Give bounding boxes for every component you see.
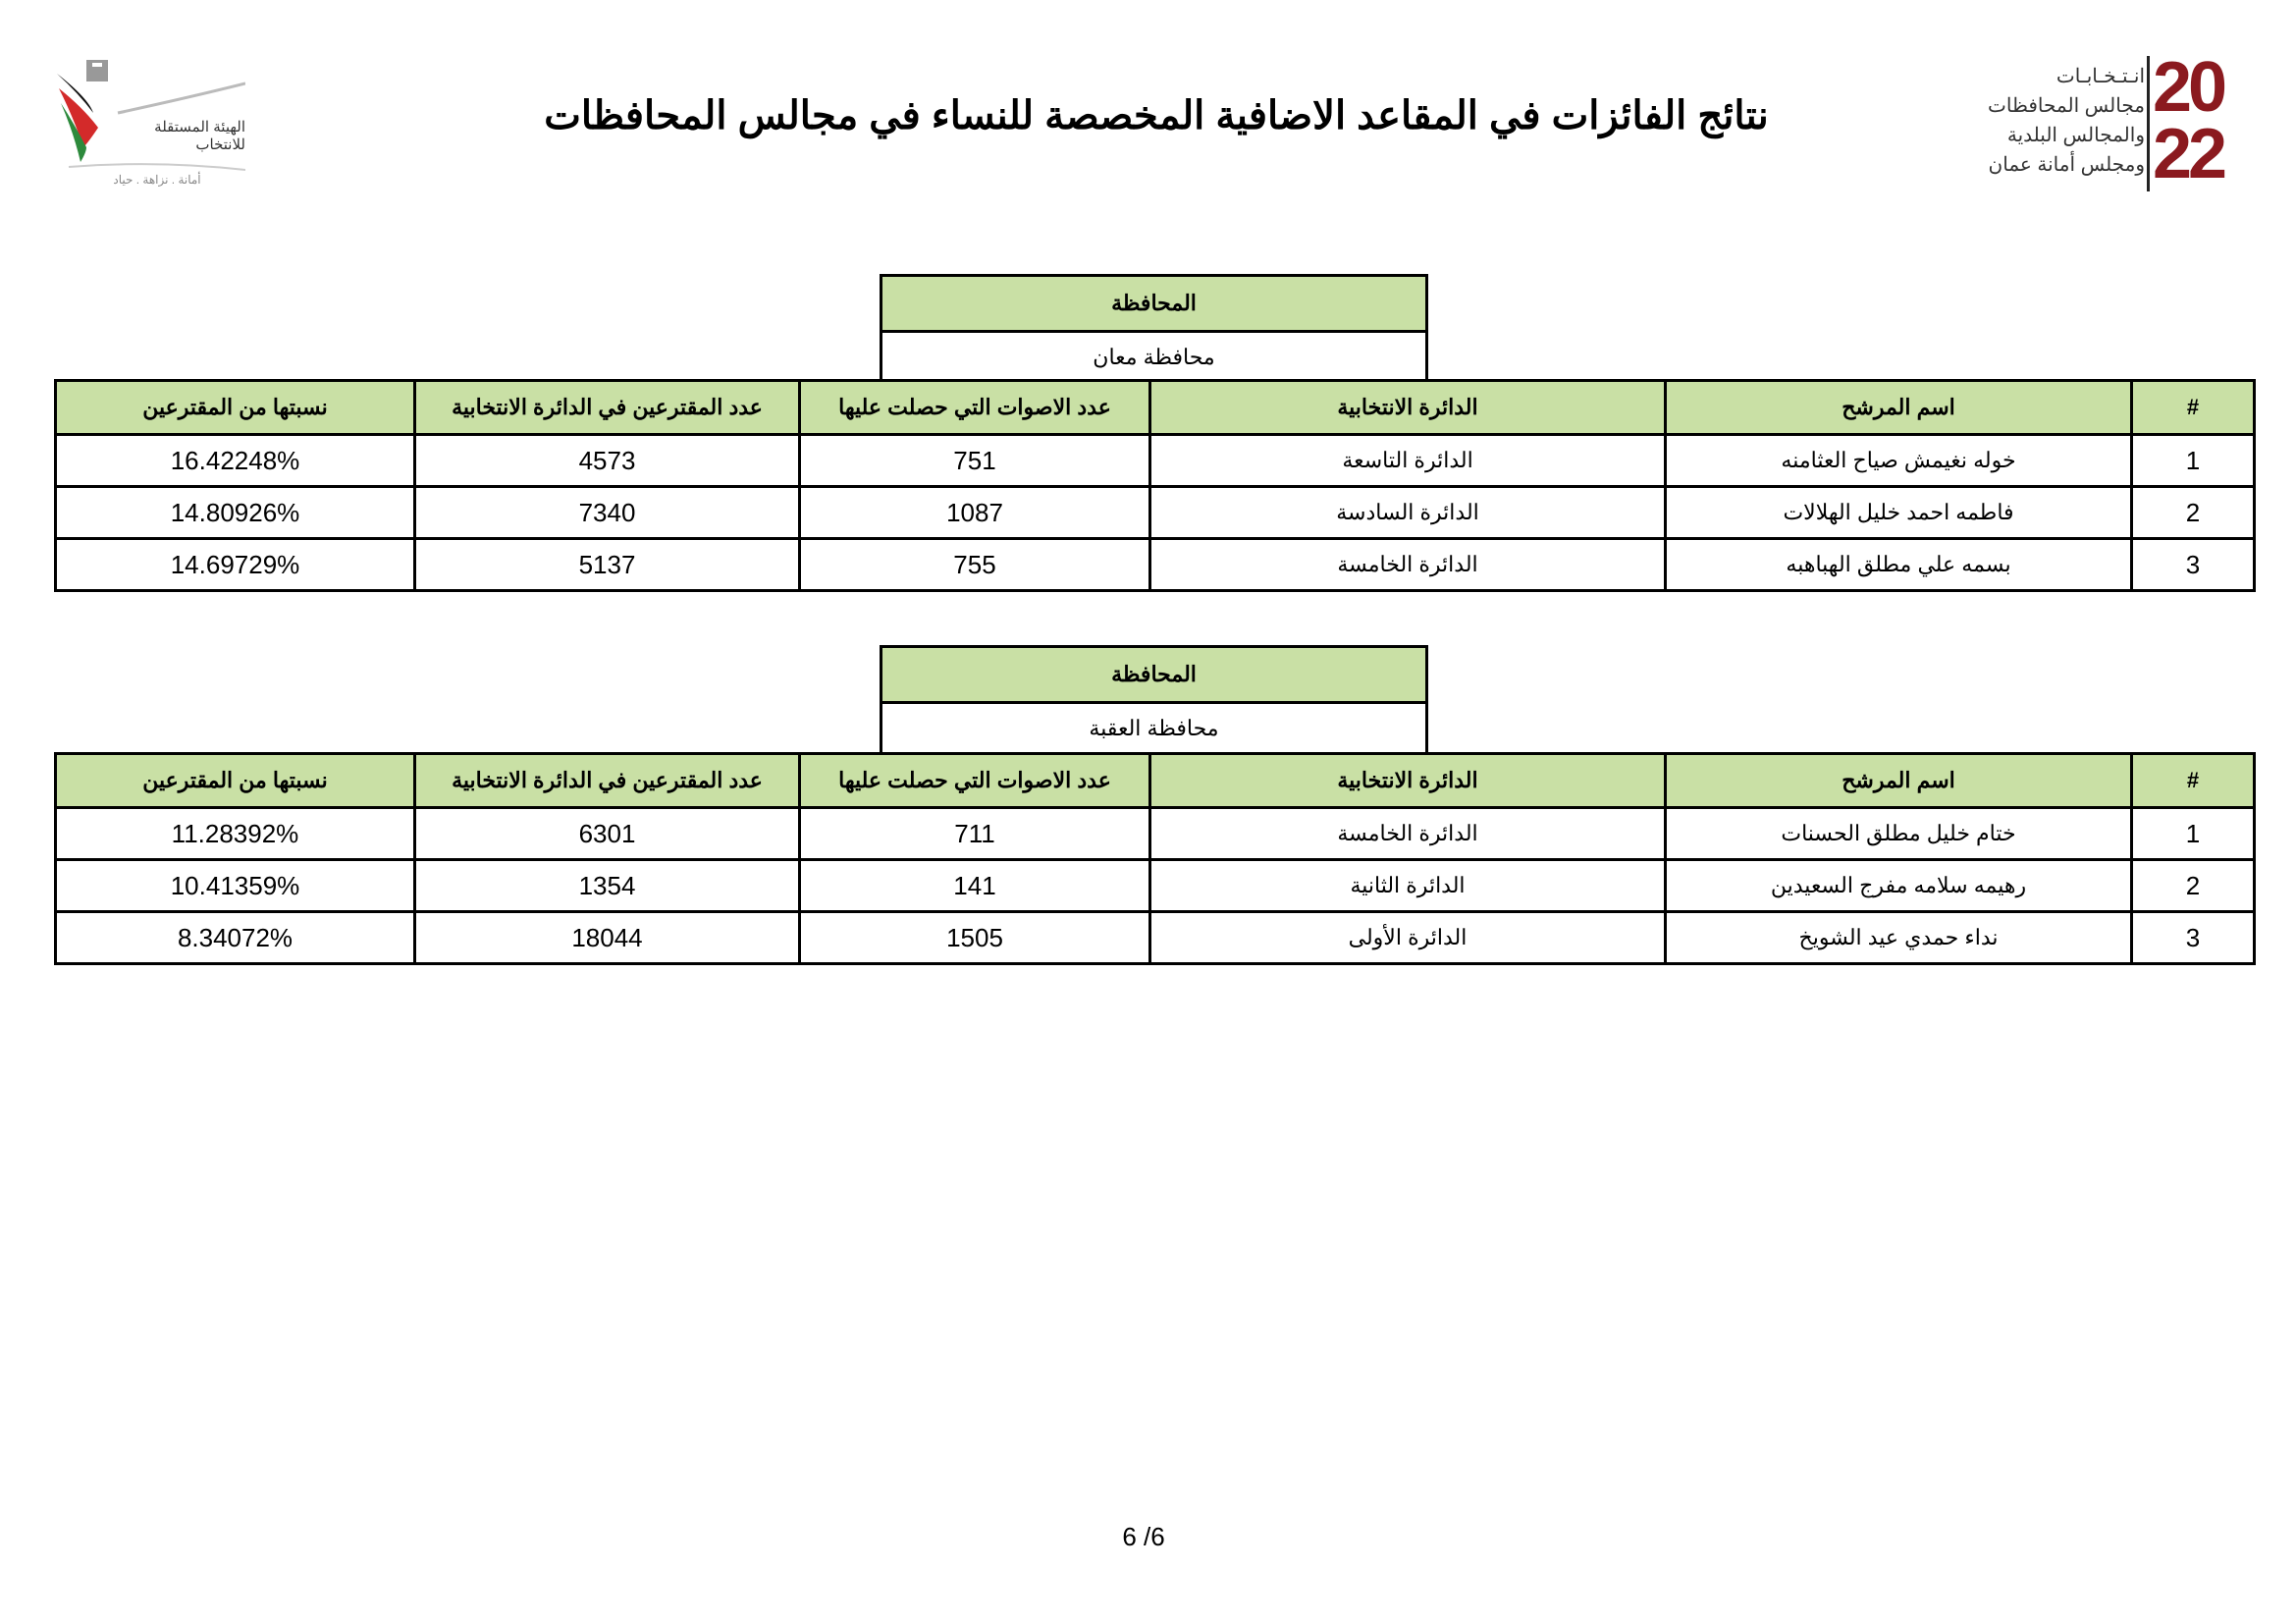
table-header-row (56, 381, 2255, 435)
cell-index: 3 (2132, 912, 2255, 964)
col-name: اسم المرشح (1666, 754, 2132, 808)
cell-name: خوله نغيمش صياح العثامنه (1666, 435, 2132, 487)
province-value: محافظة العقبة (1089, 716, 1219, 740)
results-table (54, 752, 2256, 965)
cell-votes: 751 (800, 435, 1150, 487)
cell-voters: 6301 (415, 808, 800, 860)
page-number: 6 /6 (1122, 1522, 1165, 1551)
results-table (54, 379, 2256, 592)
table-header-row (56, 754, 2255, 808)
col-votes: عدد الاصوات التي حصلت عليها (800, 754, 1150, 808)
col-votes: عدد الاصوات التي حصلت عليها (800, 381, 1150, 435)
cell-percent: 10.41359% (56, 860, 415, 912)
cell-votes: 1505 (800, 912, 1150, 964)
col-voters: عدد المقترعين في الدائرة الانتخابية (415, 754, 800, 808)
cell-votes: 711 (800, 808, 1150, 860)
logo-text-2: مجالس المحافظات (1988, 95, 2145, 117)
logo-text-1: انـتـخـابـات (2056, 66, 2145, 87)
col-name: اسم المرشح (1666, 381, 2132, 435)
cell-votes: 141 (800, 860, 1150, 912)
table-row (56, 539, 2255, 591)
logo-year (2153, 48, 2261, 193)
cell-district: الدائرة الخامسة (1150, 539, 1666, 591)
logo-year-text: 2022 (2153, 48, 2224, 193)
elections-2022-logo (1968, 48, 2263, 196)
cell-index: 2 (2132, 860, 2255, 912)
col-district: الدائرة الانتخابية (1150, 381, 1666, 435)
iec-logo-tagline: أمانة . نزاهة . حياد (113, 173, 201, 187)
logo-text-3: والمجالس البلدية (2006, 125, 2145, 146)
cell-percent: 14.80926% (56, 487, 415, 539)
cell-votes: 755 (800, 539, 1150, 591)
col-index: # (2132, 754, 2255, 808)
province-header: المحافظة (882, 648, 1425, 704)
cell-votes: 1087 (800, 487, 1150, 539)
cell-index: 2 (2132, 487, 2255, 539)
cell-index: 3 (2132, 539, 2255, 591)
cell-percent: 14.69729% (56, 539, 415, 591)
cell-voters: 5137 (415, 539, 800, 591)
cell-voters: 18044 (415, 912, 800, 964)
col-voters: عدد المقترعين في الدائرة الانتخابية (415, 381, 800, 435)
cell-district: الدائرة السادسة (1150, 487, 1666, 539)
province-box (880, 274, 1428, 385)
table-row (56, 860, 2255, 912)
col-index: # (2132, 381, 2255, 435)
cell-voters: 4573 (415, 435, 800, 487)
col-district: الدائرة الانتخابية (1150, 754, 1666, 808)
cell-name: فاطمه احمد خليل الهلالات (1666, 487, 2132, 539)
cell-percent: 8.34072% (56, 912, 415, 964)
cell-name: رهيمه سلامه مفرج السعيدين (1666, 860, 2132, 912)
cell-district: الدائرة الأولى (1150, 912, 1666, 964)
table-row (56, 912, 2255, 964)
page-title: نتائج الفائزات في المقاعد الاضافية المخصصة للنساء في مجالس المحافظات (544, 94, 1769, 137)
province-box (880, 645, 1428, 756)
table-row (56, 487, 2255, 539)
cell-percent: 11.28392% (56, 808, 415, 860)
iec-logo-name: الهيئة المستقلة (154, 119, 245, 135)
cell-district: الدائرة الثانية (1150, 860, 1666, 912)
cell-voters: 1354 (415, 860, 800, 912)
cell-index: 1 (2132, 808, 2255, 860)
col-percent: نسبتها من المقترعين (56, 381, 415, 435)
table-row (56, 435, 2255, 487)
col-percent: نسبتها من المقترعين (56, 754, 415, 808)
cell-voters: 7340 (415, 487, 800, 539)
iec-logo-name-2: للانتخاب (195, 136, 245, 153)
logo-divider (2147, 56, 2150, 191)
province-value: محافظة معان (1093, 345, 1215, 369)
logo-text-4: ومجلس أمانة عمان (1988, 154, 2145, 176)
province-header: المحافظة (882, 277, 1425, 333)
cell-index: 1 (2132, 435, 2255, 487)
cell-percent: 16.42248% (56, 435, 415, 487)
cell-district: الدائرة التاسعة (1150, 435, 1666, 487)
cell-name: نداء حمدي عيد الشويخ (1666, 912, 2132, 964)
table-row (56, 808, 2255, 860)
cell-name: ختام خليل مطلق الحسنات (1666, 808, 2132, 860)
cell-name: بسمه علي مطلق الهباهبه (1666, 539, 2132, 591)
cell-district: الدائرة الخامسة (1150, 808, 1666, 860)
